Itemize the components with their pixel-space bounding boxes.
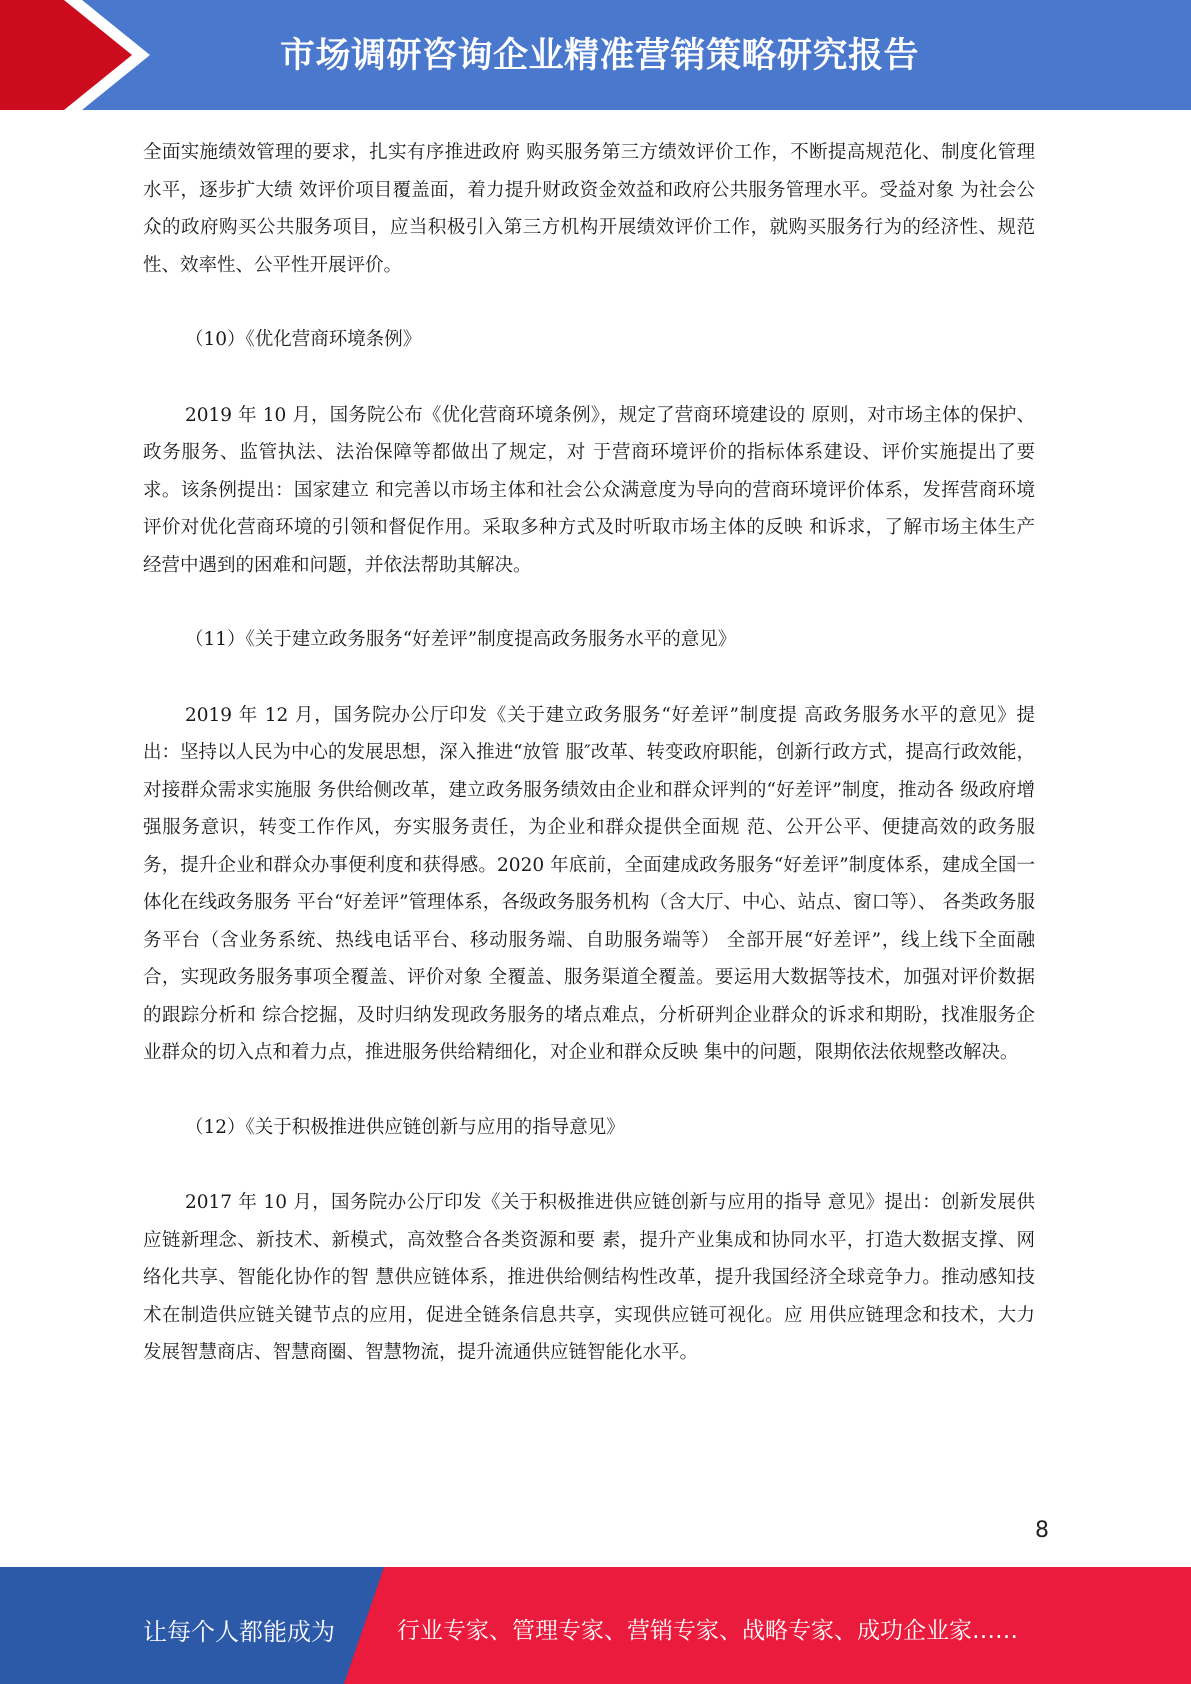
paragraph-12: 2017 年 10 月，国务院办公厅印发《关于积极推进供应链创新与应用的指导 意见》提出：创新发展供应链新理念、新技术、新模式，高效整合各类资源和要 素，提升产业集成和协同水平，打造大数据支撑、网络化共享、智能化协作的智 慧供应链体系，推进供给侧结构性改革，提升我国经济全球竞争力。推动感知技 术在制造供应链关键节点的应用，促进全链条信息共享，实现供应链可视化。应 用供应链理念和技术，大力发展智慧商店、智慧商圈、智慧物流，提升流通供应链智能化水平。: [143, 1192, 1035, 1363]
report-title: 市场调研咨询企业精准营销策略研究报告: [280, 36, 920, 76]
paragraph-10: 2019 年 10 月，国务院公布《优化营商环境条例》，规定了营商环境建设的 原则，对市场主体的保护、政务服务、监管执法、法治保障等都做出了规定，对 于营商环境评价的指标体系建设、评价实施提出了要求。该条例提出：国家建立 和完善以市场主体和社会公众满意度为导向的营商环境评价体系，发挥营商环境 评价对优化营商环境的引领和督促作用。采取多种方式及时听取市场主体的反映 和诉求，了解市场主体生产经营中遇到的困难和问题，并依法帮助其解决。: [143, 404, 1035, 576]
section-heading-10: （10）《优化营商环境条例》: [185, 329, 422, 350]
footer-slogan-left: 让每个人都能成为: [143, 1618, 335, 1646]
section-heading-11: （11）《关于建立政务服务“好差评”制度提高政务服务水平的意见》: [185, 629, 737, 650]
section-heading-12: （12）《关于积极推进供应链创新与应用的指导意见》: [185, 1116, 625, 1138]
report-header: [0, 0, 1191, 110]
page-number: 8: [1035, 1518, 1049, 1543]
paragraph-11: 2019 年 12 月，国务院办公厅印发《关于建立政务服务“好差评”制度提 高政务服务水平的意见》提出：坚持以人民为中心的发展思想，深入推进“放管 服″改革、转变政府职能，创新行政方式，提高行政效能，对接群众需求实施服 务供给侧改革，建立政务服务绩效由企业和群众评判的“好差评”制度，推动各 级政府增强服务意识，转变工作作风，夯实服务责任，为企业和群众提供全面规 范、公开公平、便捷高效的政务服务，提升企业和群众办事便利度和获得感。2020 年底前，全面建成政务服务“好差评”制度体系，建成全国一体化在线政务服务 平台“好差评”管理体系，各级政务服务机构（含大厅、中心、站点、窗口等）、 各类政务服务平台（含业务系统、热线电话平台、移动服务端、自助服务端等） 全部开展“好差评”，线上线下全面融合，实现政务服务事项全覆盖、评价对象 全覆盖、服务渠道全覆盖。要运用大数据等技术，加强对评价数据的跟踪分析和 综合挖掘，及时归纳发现政务服务的堵点难点，分析研判企业群众的诉求和期盼，找准服务企业群众的切入点和着力点，推进服务供给精细化，对企业和群众反映 集中的问题，限期依法依规整改解决。: [143, 704, 1035, 1063]
document-body: [143, 134, 1035, 1372]
footer-slogan-right: 行业专家、管理专家、营销专家、战略专家、成功企业家……: [397, 1618, 1018, 1644]
chevron-arrow-icon: [0, 0, 160, 110]
paragraph-continued: 全面实施绩效管理的要求，扎实有序推进政府 购买服务第三方绩效评价工作，不断提高规范化、制度化管理水平，逐步扩大绩 效评价项目覆盖面，着力提升财政资金效益和政府公共服务管理水平。受益对象 为社会公众的政府购买公共服务项目，应当积极引入第三方机构开展绩效评价工作，就购买服务行为的经济性、规范性、效率性、公平性开展评价。: [143, 142, 1035, 276]
